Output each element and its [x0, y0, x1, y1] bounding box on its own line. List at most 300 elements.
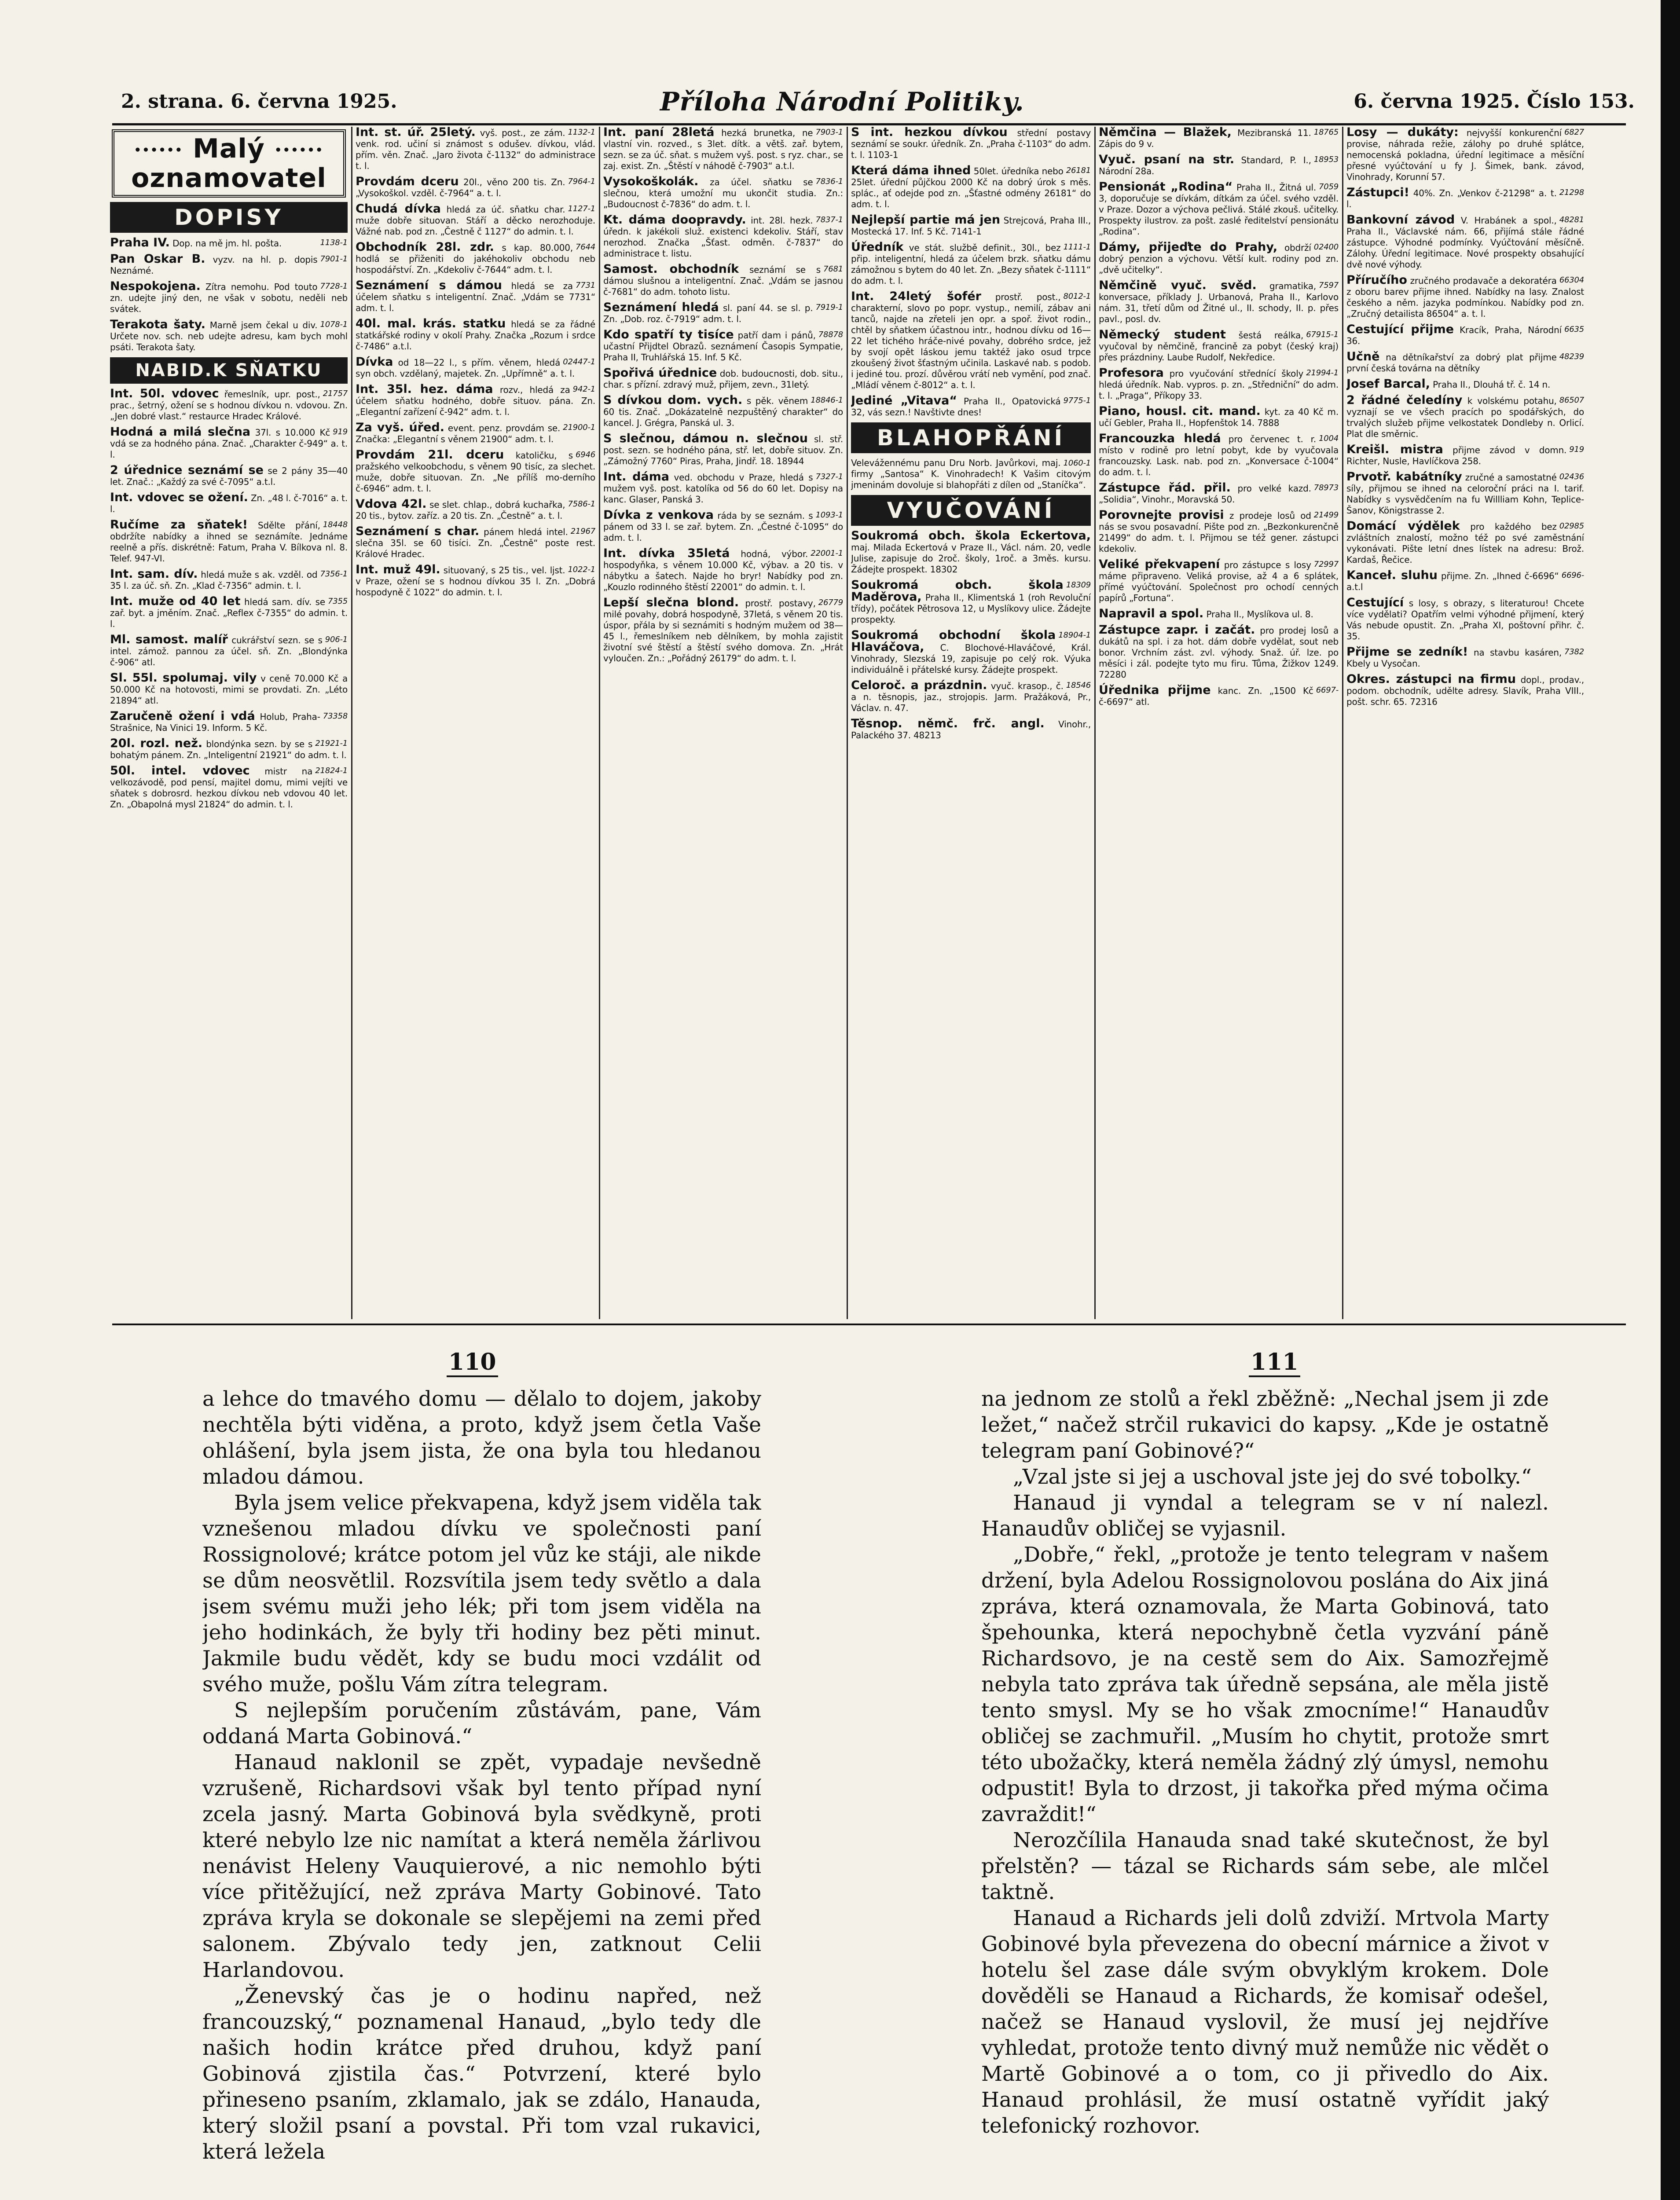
- classified-ad: [1099, 406, 1339, 429]
- ad-title: 2 řádné čeledíny: [1346, 393, 1463, 407]
- ad-code: 1078-1: [320, 320, 348, 330]
- classified-ad: [851, 718, 1091, 741]
- ad-body: Marně jsem čekal u div. Určete nov. sch. neb udejte adresu, kam bych mohl psáti. Terakota šaty.: [110, 320, 348, 353]
- ad-code: 67915-1: [1306, 330, 1339, 339]
- ad-title: 50l. intel. vdovec: [110, 764, 250, 778]
- ad-body: pánem hledá intel. slečna 35l. se 60 tisíci. Zn. „Čestně“ poste rest. Králové Hradec.: [356, 527, 595, 559]
- ad-title: Ml. samost. malíř: [110, 633, 228, 647]
- ad-code: 18904-1: [1058, 631, 1091, 640]
- ad-list: [851, 530, 1091, 741]
- ad-code: 7681: [823, 264, 843, 274]
- ad-code: 1060-1: [1063, 458, 1091, 468]
- classified-ad: [603, 264, 843, 297]
- ad-body: se slet. chlap., dobrá kuchařka, 20 tis., bytov. zaříz. a 20 tis. Zn. „Čestně“ a. t. l.: [356, 499, 565, 521]
- ad-title: Seznámení hledá: [603, 301, 719, 314]
- ad-code: 6635: [1564, 325, 1584, 334]
- ad-title: Int. vdovec se ožení.: [110, 491, 248, 505]
- ad-body: vyuč. krasop., č. a n. těsnopis, jaz., strojopis. Jarm. Pražáková, Pr., Václav. n. 47.: [851, 681, 1091, 713]
- classified-ad: [356, 127, 595, 172]
- classified-ad: [851, 242, 1091, 286]
- classified-ad: [110, 492, 348, 515]
- ad-body: 40%. Zn. „Venkov č-21298“ a. t. l.: [1346, 188, 1557, 209]
- classified-ad: [603, 597, 843, 664]
- ad-body: zručné a samostatné síly, přijmou se ihned na celoroční práci na I. tarif. Nabídky s vysvědčením na fu Willliam Kohn, Teplice-Šanov, Königstrasse 2.: [1346, 472, 1584, 516]
- ad-title: Seznámení s dámou: [356, 279, 503, 292]
- ad-body: obdrží dobrý penzion a výchovu. Větší kult. rodiny pod zn. „dvě učitelky“.: [1099, 242, 1339, 275]
- classified-ad: [1346, 187, 1584, 210]
- ad-title: Int. sam. dív.: [110, 567, 198, 581]
- ad-code: 02436: [1559, 472, 1584, 481]
- ad-code: 7919-1: [815, 303, 843, 312]
- ad-title: Lepší slečna blond.: [603, 596, 739, 609]
- classified-ad: [356, 564, 595, 598]
- ad-title: Nejlepší partie má jen: [851, 213, 1001, 227]
- ad-code: 8012-1: [1063, 292, 1091, 301]
- classified-ad: [1099, 181, 1339, 237]
- story-paragraph: „Vzal jste si jej a uschoval jste jej do své tobolky.“: [1013, 1465, 1532, 1489]
- ad-body: sl. paní 44. se sl. p. Zn. „Dob. roz. č-7919“ adm. t. l.: [603, 303, 813, 324]
- ad-title: Cestující přijme: [1346, 323, 1454, 336]
- header-rule: [112, 123, 1626, 125]
- ad-body: dopl., prodav., podom. obchodník, udělte adresy. Slavík, Praha VIII., pošt. schr. 65. 72316: [1346, 675, 1584, 707]
- ad-body: k volskému potahu, vyznají se ve všech pracích po spodářských, do trvalých služeb přijme velkostatek Dondleby n. Orlicí. Plat dle směrnic.: [1346, 396, 1584, 439]
- classified-ad: [1346, 351, 1584, 374]
- classified-ad: [110, 388, 348, 422]
- classified-ad: [1346, 646, 1584, 669]
- classified-ad: [851, 165, 1091, 210]
- ad-title: Příručího: [1346, 273, 1407, 287]
- ad-title: Francouzka hledá: [1099, 432, 1221, 445]
- ad-body: Praha II., Klimentská 1 (roh Revoluční třídy), počátek Pětrosova 12, u Myslíkovy ulice. Žádejte prospekty.: [851, 592, 1091, 625]
- ad-title: Dívka z venkova: [603, 508, 714, 522]
- ad-code: 7836-1: [815, 177, 843, 186]
- ad-title: Zaručeně ožení i vdá: [110, 709, 255, 723]
- ad-code: 1111-1: [1063, 242, 1091, 252]
- ad-body: Zn. „48 l. č-7016“ a. t. l.: [110, 493, 348, 515]
- ad-body: Praha II., Opatovická 32, vás sezn.! Navštivte dnes!: [851, 396, 1061, 418]
- ad-list: [851, 458, 1091, 491]
- ad-title: Veliké překvapení: [1099, 557, 1220, 571]
- ad-title: Pan Oskar B.: [110, 252, 205, 266]
- classified-ad: [110, 281, 348, 315]
- ad-title: Int. dáma: [603, 470, 670, 484]
- classified-ad: [603, 214, 843, 259]
- ad-code: 18546: [1066, 681, 1091, 690]
- ad-body: z prodeje losů od nás se svou posavadní. Pište pod zn. „Bezkonkurenčně 21499“ do adm. t. l. Přijmou se též gener. zástupci kdekoliv.: [1099, 510, 1339, 554]
- classified-ad: [851, 127, 1091, 161]
- classified-ad: [1346, 597, 1584, 642]
- classified-ad: [603, 176, 843, 210]
- ad-body: C. Blochové-Hlaváčové, Král. Vinohrady, Slezská 19, zapisuje po celý rok. Výuka individuálně i přátelské kursy. Žádejte prospekt.: [851, 642, 1091, 675]
- ad-code: 1132-1: [568, 128, 595, 137]
- classified-ad: [1099, 685, 1339, 708]
- ad-body: kanc. Zn. „1500 Kč č-6697“ atl.: [1099, 686, 1313, 707]
- ad-title: Josef Barcal,: [1346, 377, 1430, 391]
- ad-code: 7356-1: [320, 569, 348, 579]
- ad-title: Němčina — Blažek,: [1099, 127, 1232, 139]
- ad-title: Int. st. úř. 25letý.: [356, 127, 476, 139]
- ad-body: pro vyučování střednící školy hledá úředník. Nab. vypros. p. zn. „Středniční“ do adm. t. l. „Praga“, Příkopy 33.: [1099, 368, 1339, 401]
- ad-title: Int. 24letý šofér: [851, 290, 981, 303]
- ad-body: hledá za úč. sňatku char. muže dobře situovan. Stáří a děcko nerozhoduje. Vážné nab. pod zn. „Čestně č 1127“ do admin. t. l.: [356, 204, 595, 237]
- ad-body: se 2 pány 35—40 let. Znač.: „Každý za své č-7095“ a.t.l.: [110, 466, 348, 488]
- ad-body: hledá muže s ak. vzděl. od 35 l. za úč. sň. Zn. „Klad č-7356“ admin. t. l.: [110, 569, 318, 591]
- ad-title: Int. paní 28letá: [603, 127, 715, 139]
- section-vyucovani: VYUČOVÁNÍ: [851, 495, 1091, 526]
- ad-list: [851, 127, 1091, 418]
- ad-body: sl. stř. post. sezn. se hodného pána, stř. let, dobře situov. Zn. „Zámožný 7760“ Piras, Praha, Jindř. 18. 18944: [603, 434, 843, 466]
- header-right: 6. června 1925. Číslo 153.: [1354, 90, 1635, 113]
- ad-body: rozv., hledá za účelem sňatku hodného, dobře situov. pána. Zn. „Elegantní zařízení č-942“ adm. t. l.: [356, 385, 595, 417]
- ad-body: hledá sam. dív. se zař. byt. a jměním. Znač. „Reflex č-7355“ do admin. t. l.: [110, 597, 348, 630]
- classified-ad: [603, 367, 843, 390]
- ad-body: Praha II., Žitná ul. 3, doporučuje se dívkám, dítkám za účel. svého vzděl. v Praze. Dozor a výchova pečlivá. Stálé zkouš. učitelky. Prospekty ilustrov. za pošt. zaslé ředitelství pensionátu „Rodina“.: [1099, 182, 1339, 237]
- ad-title: Profesora: [1099, 366, 1164, 380]
- section-snatku: NABID.K SŇATKU: [110, 357, 348, 384]
- classified-ad: [851, 395, 1091, 418]
- classified-ad: [1099, 482, 1339, 505]
- ad-code: 7964-1: [568, 177, 595, 186]
- ad-code: 6827: [1564, 128, 1584, 137]
- ad-body: Vinohr., Palackého 37. 48213: [851, 719, 1091, 741]
- ad-code: 7355: [327, 597, 348, 606]
- classified-ad: [603, 510, 843, 543]
- classified-ad: [1346, 275, 1584, 319]
- ad-code: 21298: [1559, 188, 1584, 197]
- ad-code: 72997: [1313, 560, 1339, 569]
- story-paragraph: „Dobře,“ řekl, „protože je tento telegram v našem držení, byla Adelou Rossignolovou poslána do Aix jiná zpráva, která oznamovala, že Marta Gobinová, tato špehounka, která nepochybně četla vyzvání páně Richardsovo, je na cestě sem do Aix. Samozřejmě nebyla tato zpráva tak úředně sepsána, ale měla jistě tento smysl. My se ho však zmocníme!“ Hanaudův obličej se zachmuřil. „Musím ho chytit, protože smrt této ubožačky, která neměla žádný zlý úmysl, nemohu odpustit! Byla to drzost, ji takořka před mýma očima zavraždit!“: [981, 1543, 1549, 1826]
- ad-body: 20l., věno 200 tis. Zn. „Vysokoškol. vzděl. č-7964“ a. t. l.: [356, 177, 565, 198]
- classified-ad: [1099, 329, 1339, 363]
- ad-title: Soukromá obch. škola Eckertova,: [851, 529, 1091, 543]
- ad-code: 26779: [818, 598, 843, 607]
- page-header: [121, 87, 1635, 121]
- logo-line-2: oznamovatel: [131, 163, 326, 194]
- column-rule: [599, 127, 600, 1319]
- ad-body: Velevážennému panu Dru Norb. Javůrkovi, maj. firmy „Santosa“ K. Vinohradech! K Vašim citovým jmeninám dovoluje si blahopřáti z dílen od „Staníčka“.: [851, 458, 1091, 490]
- ad-title: S int. hezkou dívkou: [851, 127, 1008, 139]
- page-number-left: 110: [447, 1349, 498, 1375]
- ad-body: přijme. Zn. „Ihned č-6696“ a.t.l: [1346, 571, 1559, 592]
- classified-ad: [1346, 521, 1584, 565]
- ad-body: za účel. sňatku se slečnou, která umožní mu ukončit studia. Zn.: „Budoucnost č-7836“ do adm. t. l.: [603, 177, 843, 209]
- column-rule: [1094, 127, 1096, 1319]
- ad-title: Vyuč. psaní na str.: [1099, 153, 1235, 166]
- classified-ad: [356, 356, 595, 379]
- ad-list: [110, 388, 348, 810]
- ad-title: Za vyš. úřed.: [356, 421, 444, 434]
- ad-title: Provdám dceru: [356, 175, 459, 188]
- classified-ad: [110, 568, 348, 591]
- ad-code: 919: [1569, 445, 1584, 454]
- classified-ad: [1346, 324, 1584, 347]
- ad-body: int. 28l. hezk. úředn. k jakékoli služ. existenci kdekoliv. Stáří, stav nerozhod. Značka „Šťast. odměn. č-7837“ do administrace t. listu.: [603, 215, 843, 259]
- ad-title: Dámy, přijeďte do Prahy,: [1099, 240, 1278, 254]
- ad-code: 906-1: [325, 635, 348, 645]
- ad-title: Učně: [1346, 350, 1380, 363]
- ad-title: Porovnejte provisi: [1099, 508, 1224, 522]
- classified-ad: [603, 471, 843, 505]
- ad-title: Losy — dukáty:: [1346, 127, 1459, 139]
- classified-ad: [110, 672, 348, 706]
- ad-code: 02400: [1313, 242, 1339, 252]
- ad-list: [603, 127, 843, 664]
- ad-code: 9775-1: [1063, 396, 1091, 405]
- ad-code: 919: [333, 427, 348, 437]
- ad-code: 66304: [1559, 275, 1584, 285]
- classified-ad: [851, 630, 1091, 675]
- classified-ad: [356, 318, 595, 352]
- ad-code: 7059: [1318, 182, 1339, 191]
- ad-title: Vysokoškolák.: [603, 175, 699, 188]
- ad-body: hledá se za účelem sňatku s inteligentní. Znač. „Vdám se 7731“ adm. t. l.: [356, 281, 595, 313]
- ad-code: 18309: [1066, 580, 1091, 590]
- section-logo: •••••• Malý •••••• oznamovatel: [112, 129, 346, 198]
- ad-code: 48239: [1559, 352, 1584, 361]
- ad-list: [356, 127, 595, 598]
- ad-body: event. penz. provdám se. Značka: „Elegantní s věnem 21900“ adm. t. l.: [356, 423, 561, 444]
- story-right-column: [981, 1386, 1549, 2200]
- classified-ad: [851, 530, 1091, 575]
- ad-body: ráda by se seznám. s pánem od 33 l. se zař. bytem. Zn. „Čestné č-1095“ do adm. t. l.: [603, 510, 843, 543]
- ad-code: 1004: [1318, 434, 1339, 443]
- ad-code: 21757: [323, 389, 348, 399]
- classified-ad: [1099, 608, 1339, 620]
- page-number-right: 111: [1249, 1349, 1300, 1375]
- classified-ad: [1099, 280, 1339, 325]
- classified-column-6: [1346, 127, 1584, 1319]
- ad-code: 7837-1: [815, 215, 843, 224]
- column-rule: [351, 127, 352, 1319]
- classified-ad: [1346, 378, 1584, 390]
- story-paragraph: „Ženevský čas je o hodinu napřed, než francouzský,“ poznamenal Hanaud, „bylo tedy dle našich hodin krátce před druhou, když paní Gobinová zjistila čas.“ Potvrzení, které bylo přineseno psaním, zklamalo, jak se zdálo, Hanauda, který složil psaní a povstal. Při tom vzal rukavici, která ležela: [202, 1984, 761, 2164]
- classified-ad: [110, 596, 348, 630]
- ad-title: Obchodník 28l. zdr.: [356, 240, 494, 254]
- ad-body: 37l. s 10.000 Kč vdá se za hodného pána. Znač. „Charakter č-949“ a. t. l.: [110, 427, 348, 460]
- ad-title: Hodná a milá slečna: [110, 425, 251, 439]
- ad-code: 21900-1: [563, 423, 595, 432]
- ad-title: Úřednika přijme: [1099, 683, 1211, 697]
- classified-column-1: [110, 127, 348, 1319]
- ad-body: seznámí se s dámou slušnou a inteligentní. Znač. „Vdám se jasnou č-7681“ do adm. tohoto listu.: [603, 264, 843, 297]
- ad-code: 7382: [1564, 647, 1584, 656]
- ad-code: 86507: [1559, 396, 1584, 405]
- ad-code: 21921-1: [315, 739, 348, 748]
- ad-title: S slečnou, dámou n. slečnou: [603, 432, 808, 445]
- column-rule: [1342, 127, 1343, 1319]
- ad-body: s kap. 80.000, hodlá se přiženiti do jakéhokoliv obchodu neb hospodářství. Zn. „Kdekoliv č-7644“ adm. t. l.: [356, 242, 595, 275]
- ad-code: 18953: [1313, 155, 1339, 164]
- classified-column-2: [356, 127, 595, 1319]
- ad-body: dob. budoucnosti, dob. situ., char. s přízní. zdravý muž, přijem, zevn., 31letý.: [603, 368, 843, 390]
- ad-code: 7644: [575, 242, 595, 252]
- story-left-column: [202, 1386, 761, 2200]
- ad-body: přijme závod v domn. Richter, Nusle, Havlíčkova 258.: [1346, 445, 1567, 466]
- ad-code: 7901-1: [320, 254, 348, 264]
- classified-ad: [110, 738, 348, 761]
- ad-code: 1138-1: [320, 238, 348, 248]
- ad-body: řemeslník, upr. post., prac., šetrný, ožení se s hodnou dívkou n. vdovou. Zn. „Jen dobré vlast.“ restaurce Hradec Králové.: [110, 389, 348, 422]
- ad-list: [1099, 127, 1339, 708]
- ad-body: hledá se za řádné statkářské rodiny v okolí Prahy. Značka „Rozum i srdce č-7486“ a.t.l.: [356, 319, 595, 352]
- ad-code: 942-1: [572, 385, 595, 394]
- classified-ad: [356, 280, 595, 314]
- ad-body: pro zástupce s losy máme připraveno. Veliká provise, až 4 a 6 splátek, přímé vyúčtování. Společnost pro ochodí cenných papírů „Fortuna“.: [1099, 560, 1339, 603]
- classified-ad: [1099, 127, 1339, 150]
- ad-body: pro velké kazd. „Solidia“, Vinohr., Moravská 50.: [1099, 483, 1311, 505]
- ad-code: 78878: [818, 330, 843, 339]
- ad-title: Vdova 42l.: [356, 497, 427, 511]
- ad-code: 48281: [1559, 215, 1584, 224]
- ad-title: Nespokojena.: [110, 279, 201, 293]
- header-title: Příloha Národní Politiky.: [660, 87, 1024, 117]
- ad-title: Kanceł. sluhu: [1346, 568, 1438, 582]
- ad-body: na stavbu kasáren, Kbely u Vysočan.: [1346, 647, 1562, 669]
- ad-body: s pěk. věnem 60 tis. Znač. „Dokázatelně nezpuštěný charakter“ do kancel. J. Grégra, Panská ul. 3.: [603, 396, 843, 428]
- ad-title: Piano, housl. cit. mand.: [1099, 404, 1261, 418]
- ad-title: Zástupce řád. přil.: [1099, 481, 1231, 495]
- classified-ad: [1099, 367, 1339, 401]
- ad-body: Mezibranská 11. Zápis do 9 v.: [1099, 128, 1311, 149]
- ad-body: nejvyšší konkurenční provise, náhrada režie, zálohy po druhé splátce, nemocenská pokladna, úřední legitimace a měsíční přesné vyúčtování u fy J. Šimek, bank. závod, Vinohrady, Korunní 57.: [1346, 128, 1584, 182]
- classified-ad: [110, 253, 348, 276]
- ad-body: vyš. post., ze zám. venk. rod. učiní si známost s odušev. dívkou, vlád. přím. věn. Znač. „Jaro života č-1132“ do administrace t. l.: [356, 128, 595, 171]
- classified-ad: [1346, 395, 1584, 440]
- classified-ad: [356, 449, 595, 494]
- ad-code: 1093-1: [815, 510, 843, 520]
- story-paragraph: na jednom ze stolů a řekl zběžně: „Nechal jsem ji zde ležet,“ načež strčil rukavici do kapsy. „Kde je ostatně telegram paní Gobinové?“: [981, 1387, 1549, 1463]
- classified-ad: [356, 384, 595, 418]
- ad-title: 40l. mal. krás. statku: [356, 317, 506, 330]
- ad-title: Soukromá obch. škola Maděrova,: [851, 578, 1064, 604]
- story-paragraph: a lehce do tmavého domu — dělalo to dojem, jakoby nechtěla býti viděna, a proto, když jsem četla Vaše ohlášení, byla jsem jista, že ona byla tou hledanou mladou dámou.: [202, 1387, 761, 1489]
- ad-body: šestá reálka, vyučoval by němčině, francině za pobyt (český kraj) přes prázdniny. Laube Rudolf, Nekředice.: [1099, 330, 1339, 363]
- classified-ad: [851, 579, 1091, 625]
- story-paragraph: Hanaud naklonil se zpět, vypadaje nevšedně vzrušeně, Richardsovi však byl tento případ nyní zcela jasný. Marta Gobinová byla svědkyně, proti které nebylo lze nic namítat a která neměla žárlivou nenávist Heleny Vauquierové, a nic nemohlo býti více přitěžující, než zpráva Marty Gobinové. Tato zpráva kryla se dokonale se slepějemi na zemi před salonem. Zbývalo tedy jen, zatknout Celii Harlandovou.: [202, 1750, 761, 1982]
- classified-ad: [356, 176, 595, 199]
- ad-title: Soukromá obchodní škola Hlaváčova,: [851, 628, 1056, 654]
- ad-body: s losy, s obrazy, s literaturou! Chcete více vydělati? Opatřím velmi výhodné přijmení, který Vás nebude opustit. Zn. „Praha XI, poštovní přihr. č. 35.: [1346, 598, 1584, 642]
- classified-ad: [603, 548, 843, 593]
- classified-ad: [851, 680, 1091, 714]
- ad-body: hodná, výbor. hospodyňka, s věnem 10.000 Kč, výbav. a 20 tis. v nábytku a šatech. Najde ho bryr! Nabídky pod zn. „Kouzlo rodinného štěstí 22001“ do admin. t. l.: [603, 549, 843, 592]
- ad-title: Seznámení s char.: [356, 524, 480, 538]
- ad-code: 02447-1: [563, 357, 595, 367]
- ad-body: střední postavy seznámí se soukr. úředník. Zn. „Praha č-1103“ do adm. t. l. 1103-1: [851, 128, 1091, 160]
- classifieds-area: [110, 127, 1628, 1324]
- ad-body: gramatika, konversace, příklady J. Urbanová, Praha II., Karlovo nám. 31, třetí dům od Žitné ul., II. schody, II. p. přes pavl., posl. dv.: [1099, 281, 1339, 324]
- story-paragraph: Nerozčílila Hanauda snad také skutečnost, že byl přelstěn? — tázal se Richards sám sebe, ale mlčel taktně.: [981, 1828, 1549, 1904]
- story-paragraph: Hanaud a Richards jeli dolů zdviží. Mrtvola Marty Gobinové byla převezena do obecní márnice a život v hotelu šel zase dále svým obvyklým krokem. Dole dověděli se Hanaud a Richards, že komisař odešel, načež se Hanaud vyslovil, že musí jej nejdříve vyhledat, protože tento divný muž nemůže nic vědět o Martě Gobinové a o tom, co ji přivedlo do Aix. Hanaud prohlásil, že musí ostatně vyřídit jaký telefonický rozhovor.: [981, 1906, 1549, 2138]
- ad-body: Strejcová, Praha III., Mostecká 17. Inf. 5 Kč. 7141-1: [851, 215, 1091, 237]
- ad-body: Zítra nemohu. Pod touto zn. udejte jiný den, ne však v sobotu, neděli neb svátek.: [110, 282, 348, 315]
- ad-title: Int. muž 49l.: [356, 563, 440, 576]
- classified-ad: [110, 519, 348, 564]
- classified-ad: [110, 711, 348, 733]
- classified-ad: [1099, 154, 1339, 177]
- ad-body: kyt. za 40 Kč m. učí Gebler, Praha II., Hopfenštok 14. 7888: [1099, 407, 1339, 428]
- story-paragraph: S nejlepším poručením zůstávám, pane, Vám oddaná Marta Gobinová.“: [202, 1698, 761, 1749]
- ad-body: mistr na velkozávodě, pod pensí, majitel domu, mimi vejíti ve sňatek s dobrosrd. hezkou dívkou neb vdovou 40 let. Zn. „Obapolná mysl 21824“ do admin. t. l.: [110, 766, 348, 810]
- ad-body: cukrářství sezn. se s intel. zámož. pannou za účel. sň. Zn. „Blondýnka č-906“ atl.: [110, 635, 348, 668]
- ad-title: Terakota šaty.: [110, 318, 206, 332]
- story-paragraph: Byla jsem velice překvapena, když jsem viděla tak vznešenou mladou dívku ve společnosti paní Rossignolové; krátce potom jel vůz ke stáji, ale nikde se dům neosvětlil. Rozsvítila jsem tedy světlo a dala jsem svému muži jeho lék; při tom jsem viděla na jeho hodinkách, že byly tři hodiny bez pěti minut. Jakmile budu vědět, kdy se budu moci vzdálit od svého muže, pošlu Vám zítra telegram.: [202, 1491, 761, 1697]
- ad-code: 73358: [323, 711, 348, 721]
- classified-ad: [1346, 127, 1584, 183]
- ad-title: Okres. zástupci na firmu: [1346, 672, 1516, 686]
- ad-title: Int. 50l. vdovec: [110, 387, 219, 401]
- ad-body: Standard, P. I., Národní 28a.: [1099, 155, 1311, 176]
- ad-body: od 18—22 l., s přím. věnem, hledá syn obch. vzdělaný, majetek. Zn. „Upřímně“ a. t. l.: [356, 357, 575, 379]
- classified-ad: [110, 426, 348, 460]
- ad-body: blondýnka sezn. by se s bohatým pánem. Zn. „Inteligentní 21921“ do adm. t. l.: [110, 739, 347, 761]
- ad-body: Holub, Praha-Strašnice, Na Vinici 19. Inform. 5 Kč.: [110, 711, 320, 733]
- classified-ad: [1099, 242, 1339, 275]
- ad-code: 21824-1: [315, 766, 348, 776]
- ad-title: Prvotř. kabátníky: [1346, 470, 1462, 484]
- classified-ad: [356, 422, 595, 445]
- classified-ad: [603, 433, 843, 467]
- ad-code: 7731: [575, 281, 595, 290]
- ad-body: hezká brunetka, ne vlastní vin. rozved., s 3let. dítk. a větš. zař. bytem, sezn. se za úč. sňat. s mužem vyš. post. s ryz. char., se zaj. exist. Zn. „Štěstí v náhodě č-7903“ a.t.l.: [603, 128, 843, 171]
- story-paragraph: Hanaud ji vyndal a telegram se v ní nalezl. Hanaudův obličej se vyjasnil.: [981, 1491, 1549, 1541]
- ad-body: prostř. post., charakterní, slovo po popr. vystup., nemilí, zábav ani tanců, najde na zřeteli jen opr. a spoř. život rodin., chtěl by sňatkem účastnou intr., hodnou dívku od 16—22 let tichého hráče-nivé povahy, dobrého srdce, jež by svojí opět láskou jemu taktéž jako osud trpce zkoušený život šťastným učinila. Laskavé nab. s podob. i jediné tou. prozí. důvěrou vrátí neb vymění, pod znač. „Mládí věnem č-8012“ a. t. l.: [851, 292, 1091, 390]
- classified-ad: [356, 499, 595, 521]
- ad-code: 7586-1: [568, 499, 595, 509]
- classified-ad: [1099, 559, 1339, 604]
- scan-edge: [1661, 0, 1680, 2200]
- classified-column-5: [1099, 127, 1339, 1319]
- ad-body: pro červenec t. r. místo v rodině pro letní pobyt, kde by vyučovala francouzsky. Lask. nab. pod zn. „Konversace č-1004“ do adm. t. l.: [1099, 434, 1339, 477]
- classified-ad: [1099, 433, 1339, 478]
- classified-ad: [1099, 510, 1339, 554]
- ad-title: Samost. obchodník: [603, 262, 739, 276]
- classified-ad: [1346, 214, 1584, 270]
- classified-ad: [1346, 570, 1584, 593]
- ad-code: 6696-: [1561, 571, 1584, 580]
- logo-line-1: Malý: [193, 133, 265, 164]
- classified-ad: [110, 765, 348, 810]
- ad-body: pro každého bez zvláštních znalostí, možno též po své zaměstnání vykonávati. Pište letní dnes lístek na adresu: Brož. Kardaš, Řečice.: [1346, 521, 1584, 565]
- classified-ad: [356, 242, 595, 275]
- ad-body: Praha II., Myslíkova ul. 8.: [1206, 609, 1313, 620]
- ad-title: Dívka: [356, 355, 393, 369]
- classified-ad: [110, 465, 348, 488]
- ad-list: [110, 237, 348, 353]
- ad-title: Zástupce zapr. i začát.: [1099, 623, 1255, 637]
- ad-code: 22001-1: [811, 549, 843, 558]
- ad-body: 50let. úředníka nebo 25let. úřední půjčkou 2000 Kč na dobrý úrok s měs. splác., ať odejde pod zn. „Šťastné odmény 26181“ do adm. t. l.: [851, 166, 1091, 209]
- ad-body: ved. obchodu v Praze, hledá s mužem vyš. post. katolíka od 56 do 60 let. Dopisy na kanc. Glaser, Panská 3.: [603, 472, 843, 505]
- ad-title: Chudá dívka: [356, 202, 441, 216]
- ad-title: 20l. rozl. než.: [110, 737, 203, 751]
- classified-ad: [1346, 674, 1584, 708]
- ad-title: Sl. 55l. spolumaj. vily: [110, 671, 257, 685]
- ad-body: na dětníkařství za dobrý plat přijme první česká továrna na dětníky: [1346, 352, 1557, 374]
- ad-code: 26181: [1066, 166, 1091, 175]
- classified-ad: [603, 395, 843, 429]
- classified-ad: [356, 526, 595, 560]
- ad-code: 21994-1: [1306, 368, 1339, 378]
- ad-body: Dop. na mě jm. hl. pošta.: [172, 238, 282, 249]
- ad-body: vyzv. na hl. p. dopis Neznámé.: [110, 254, 318, 276]
- ad-title: Int. dívka 35letá: [603, 546, 730, 560]
- ad-body: maj. Milada Eckertová v Praze II., Václ. nám. 20, vedle Julise, zapisuje do 2roč. školy, 1roč. a 3měs. kursu. Žádejte prospekt. 18302: [851, 542, 1091, 575]
- classifieds-bottom-rule: [112, 1324, 1626, 1325]
- ad-code: 7728-1: [320, 282, 348, 291]
- classified-column-4: [851, 127, 1091, 1319]
- ad-body: prostř. postavy, milé povahy, dobrá hospodyně, 37letá, s věnem 20 tis. úspor, přála by si seznámiti s hodným mužem od 38—45 l., řemeslníkem neb dělníkem, by mohla zajistit životní své štěstí a štěstí svého domova. Zn. „Hrát vyloučen. Zn.: „Pořádný 26179“ do adm. t. l.: [603, 598, 843, 664]
